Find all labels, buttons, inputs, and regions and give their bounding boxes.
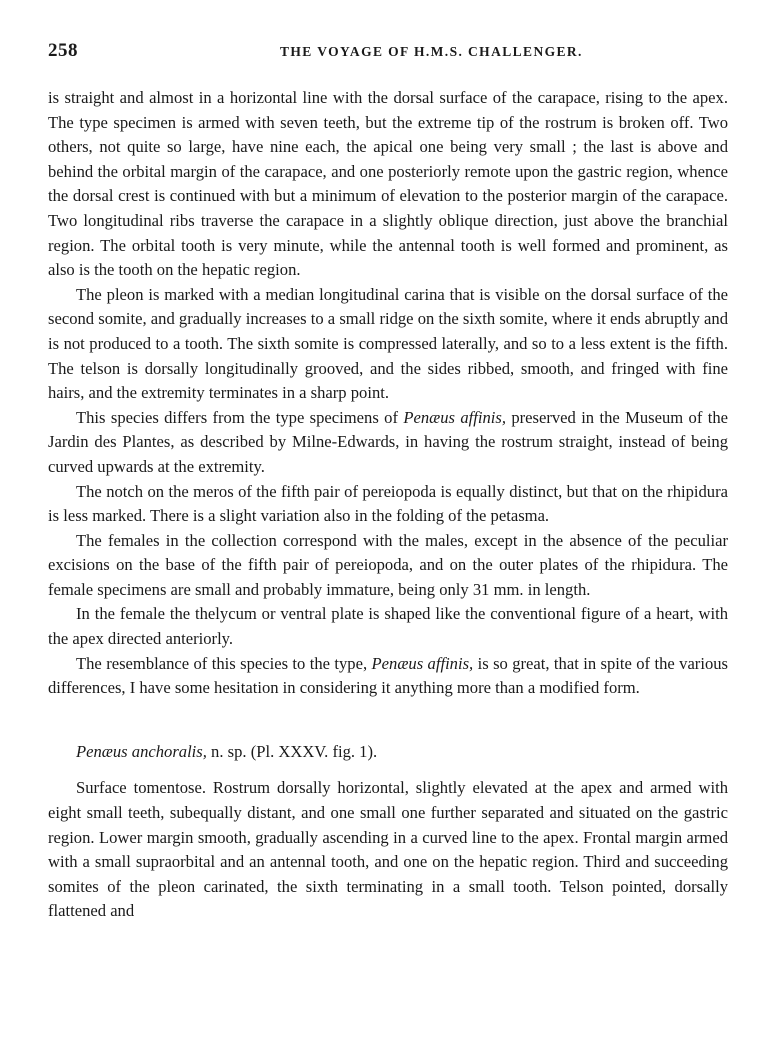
species-description: [48, 776, 728, 924]
text-run: This species differs from the type specimens of: [76, 407, 404, 427]
species-heading-rest: n. sp. (Pl. XXXV. fig. 1).: [206, 741, 378, 761]
species-heading-name: Penæus anchoralis,: [76, 741, 207, 761]
paragraph: [48, 406, 728, 480]
running-head: [48, 40, 728, 74]
paragraph: The pleon is marked with a median longitudinal carina that is visible on the dorsal surface of the second somite, and gradually increases to a small ridge on the sixth somite, where it ends abruptly and is not produced to a tooth. The sixth somite is compressed laterally, and so to a less extent is the fifth. The telson is dorsally longitudinally grooved, and the sides ribbed, smooth, and fringed with fine hairs, and the extremity terminates in a sharp point.: [48, 284, 728, 403]
paragraph: Surface tomentose. Rostrum dorsally horizontal, slightly elevated at the apex and armed with eight small teeth, subequally distant, and one small one further separated and situated on the gastric region. Lower margin smooth, gradually ascending in a curved line to the apex. Frontal margin armed with a small supraorbital and an antennal tooth, and one on the hepatic region. Third and succeeding somites of the pleon carinated, the sixth terminating in a small tooth. Telson pointed, dorsally flattened and: [48, 778, 728, 921]
species-heading: [48, 740, 728, 765]
text-run: is so great, that in spite of the various differences, I have some hesitation in considering it anything more than a modified form.: [48, 653, 728, 698]
paragraph: The females in the collection correspond with the males, except in the absence of the peculiar excisions on the base of the fifth pair of pereiopoda, and on the outer plates of the rhipidura. The female specimens are small and probably immature, being only 31 mm. in length.: [48, 530, 728, 599]
running-title: THE VOYAGE OF H.M.S. CHALLENGER.: [280, 44, 583, 59]
paragraph: [48, 652, 728, 701]
paragraph: The notch on the meros of the fifth pair of pereiopoda is equally distinct, but that on the rhipidura is less marked. There is a slight variation also in the folding of the petasma.: [48, 481, 728, 526]
paragraph: In the female the thelycum or ventral plate is shaped like the conventional figure of a heart, with the apex directed anteriorly.: [48, 604, 728, 649]
species-name: Penæus affinis,: [403, 407, 506, 427]
body-text: [48, 86, 728, 701]
species-name: Penæus affinis,: [371, 653, 474, 673]
text-run: preserved in the Museum of the Jardin des Plantes, as described by Milne-Edwards, in having the rostrum straight, instead of being curved upwards at the extremity.: [48, 407, 728, 476]
document-page: [48, 40, 728, 924]
text-run: The resemblance of this species to the type,: [76, 653, 372, 673]
paragraph: is straight and almost in a horizontal line with the dorsal surface of the carapace, rising to the apex. The type specimen is armed with seven teeth, but the extreme tip of the rostrum is broken off. Two others, not quite so large, have nine each, the apical one being very small ; the last is above and behind the orbital margin of the carapace, and one posteriorly remote upon the gastric region, whence the dorsal crest is continued with but a minimum of elevation to the posterior margin of the carapace. Two longitudinal ribs traverse the carapace in a slightly oblique direction, just above the branchial region. The orbital tooth is very minute, while the antennal tooth is well formed and prominent, as also is the tooth on the hepatic region.: [48, 88, 728, 280]
page-number: 258: [48, 40, 78, 61]
